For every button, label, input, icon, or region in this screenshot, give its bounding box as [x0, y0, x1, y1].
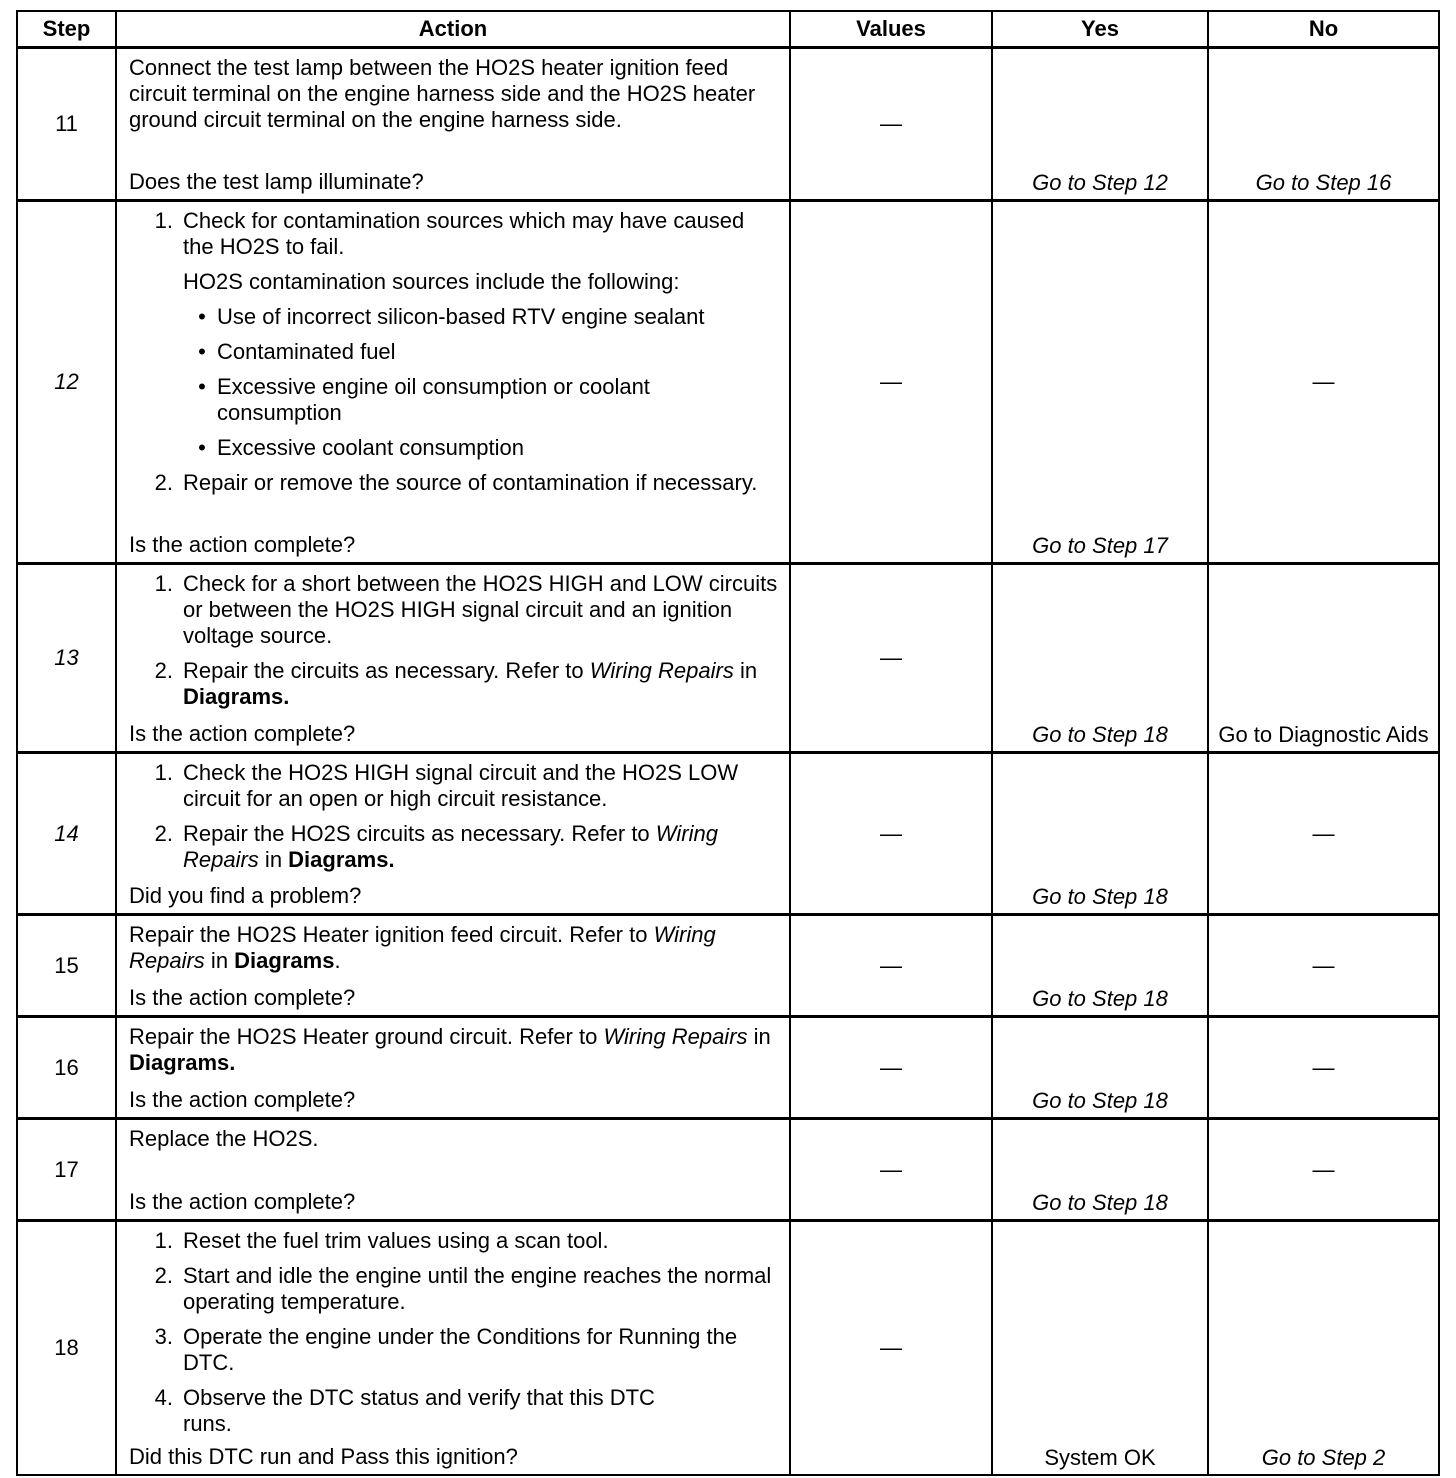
- table-row: [17, 48, 1439, 201]
- step-number: 11: [17, 48, 116, 201]
- question-text: Is the action complete?: [129, 985, 356, 1010]
- table-row: [17, 564, 1439, 753]
- table-row: [17, 1221, 1439, 1476]
- yes-cell: Go to Step 17: [992, 201, 1208, 564]
- values-cell: —: [790, 1119, 992, 1221]
- bullet-item: • Use of incorrect silicon-based RTV engine sealant: [198, 304, 705, 329]
- table-row: [17, 753, 1439, 915]
- yes-cell: Go to Step 18: [992, 564, 1208, 753]
- table-header-row: [17, 11, 1439, 48]
- question-text: Is the action complete?: [129, 1189, 356, 1214]
- question-text: Does the test lamp illuminate?: [129, 169, 424, 194]
- yes-cell: System OK: [992, 1221, 1208, 1476]
- list-item: 4. Observe the DTC status and verify that this DTC runs.: [154, 1385, 655, 1436]
- step-number: 16: [17, 1017, 116, 1119]
- list-item: 3. Operate the engine under the Conditions for Running the DTC.: [154, 1324, 738, 1375]
- action-text: Replace the HO2S.: [129, 1126, 319, 1151]
- action-text: Connect the test lamp between the HO2S heater ignition feed circuit terminal on the engine harness side and the HO2S heater ground circuit terminal on the engine harness side.: [129, 55, 756, 132]
- step-number: 12: [17, 201, 116, 564]
- step-number: 15: [17, 915, 116, 1017]
- list-item: 2. Repair the circuits as necessary. Refer to Wiring Repairs in Diagrams.: [154, 658, 758, 709]
- step-number: 18: [17, 1221, 116, 1476]
- table-row: [17, 915, 1439, 1017]
- action-text: Repair the HO2S Heater ignition feed circuit. Refer to Wiring Repairs in Diagrams.: [129, 922, 716, 973]
- question-text: Is the action complete?: [129, 721, 356, 746]
- values-cell: —: [790, 753, 992, 915]
- yes-cell: Go to Step 18: [992, 1119, 1208, 1221]
- no-cell: —: [1208, 201, 1439, 564]
- list-item: 2. Repair the HO2S circuits as necessary. Refer to Wiring Repairs in Diagrams.: [154, 821, 718, 872]
- list-item: 2. Start and idle the engine until the engine reaches the normal operating temperature.: [154, 1263, 772, 1314]
- header-values: Values: [790, 11, 992, 48]
- no-cell: —: [1208, 753, 1439, 915]
- action-cell: [116, 48, 790, 201]
- table-row: [17, 1017, 1439, 1119]
- question-text: Is the action complete?: [129, 1087, 356, 1112]
- yes-cell: Go to Step 18: [992, 753, 1208, 915]
- values-cell: —: [790, 1221, 992, 1476]
- values-cell: —: [790, 201, 992, 564]
- action-text: Repair the HO2S Heater ground circuit. Refer to Wiring Repairs in Diagrams.: [129, 1024, 771, 1075]
- question-text: Did this DTC run and Pass this ignition?: [129, 1444, 518, 1469]
- bullet-item: • Excessive coolant consumption: [198, 435, 524, 460]
- action-cell: [116, 1119, 790, 1221]
- values-cell: —: [790, 915, 992, 1017]
- header-yes: Yes: [992, 11, 1208, 48]
- action-cell: [116, 201, 790, 564]
- header-step: Step: [17, 11, 116, 48]
- action-cell: [116, 753, 790, 915]
- yes-cell: Go to Step 12: [992, 48, 1208, 201]
- values-cell: —: [790, 1017, 992, 1119]
- action-cell: [116, 1221, 790, 1476]
- values-cell: —: [790, 48, 992, 201]
- bullet-item: • Contaminated fuel: [198, 339, 396, 364]
- table-row: [17, 201, 1439, 564]
- list-item: 1. Reset the fuel trim values using a scan tool.: [154, 1228, 609, 1253]
- values-cell: —: [790, 564, 992, 753]
- list-item: 1. Check for contamination sources which may have caused the HO2S to fail. HO2S contamination sources include the following: • Use of incorrect silicon-based RTV engine sealant • Contaminated fuel • Excessive engine oil consumption or coolant consumption • Excessive coolant consumption: [129, 208, 779, 461]
- no-cell: Go to Step 2: [1208, 1221, 1439, 1476]
- table-row: [17, 1119, 1439, 1221]
- yes-cell: Go to Step 18: [992, 1017, 1208, 1119]
- header-action: Action: [116, 11, 790, 48]
- action-cell: [116, 915, 790, 1017]
- question-text: Did you find a problem?: [129, 883, 362, 908]
- header-no: No: [1208, 11, 1439, 48]
- no-cell: Go to Diagnostic Aids: [1208, 564, 1439, 753]
- no-cell: Go to Step 16: [1208, 48, 1439, 201]
- no-cell: —: [1208, 1119, 1439, 1221]
- step-number: 13: [17, 564, 116, 753]
- list-item: 1. Check the HO2S HIGH signal circuit and the HO2S LOW circuit for an open or high circuit resistance.: [154, 760, 739, 811]
- contamination-intro: HO2S contamination sources include the following:: [183, 269, 680, 294]
- no-cell: —: [1208, 1017, 1439, 1119]
- diagnostic-table: [16, 10, 1440, 1476]
- list-item: 1. Check for a short between the HO2S HIGH and LOW circuits or between the HO2S HIGH signal circuit and an ignition voltage source.: [154, 571, 778, 648]
- action-cell: [116, 1017, 790, 1119]
- no-cell: —: [1208, 915, 1439, 1017]
- step-number: 14: [17, 753, 116, 915]
- question-text: Is the action complete?: [129, 532, 356, 557]
- action-cell: [116, 564, 790, 753]
- yes-cell: Go to Step 18: [992, 915, 1208, 1017]
- list-item: 2. Repair or remove the source of contamination if necessary.: [154, 470, 758, 495]
- bullet-item: • Excessive engine oil consumption or coolant consumption: [198, 374, 650, 425]
- step-number: 17: [17, 1119, 116, 1221]
